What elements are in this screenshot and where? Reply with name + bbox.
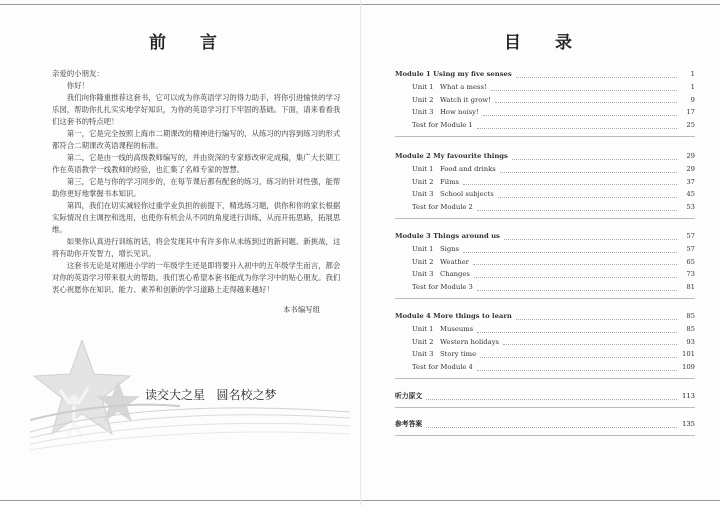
unit-entry[interactable]: Unit 3 Story time 101 [412,350,695,359]
preface-greeting: 亲爱的小朋友： [52,69,104,78]
module-section [395,68,695,137]
listening-entry[interactable]: 听力原文 113 [395,392,695,400]
preface-title: 前 言 [149,33,231,53]
preface-paragraph: 这套书无论是对刚进小学的一年级学生还是即将要升入初中的五年级学生而言，都会对你的英语学习带来很大的帮助。我们衷心希望本套书能成为你学习中的贴心朋友。我们衷心祝愿你在知识、能力、素养和创新的学习道路上走得越来越好！ [52,261,341,294]
swoosh-line [30,432,350,450]
section-divider [395,136,695,137]
unit-entry[interactable]: Unit 1 Museums 85 [412,324,695,333]
module-entry[interactable]: Module 1 Using my five senses 1 [395,70,695,78]
test-entry[interactable]: Test for Module 2 53 [412,203,695,212]
unit-entry[interactable]: Unit 2 Films 37 [412,177,695,186]
unit-entry[interactable]: Unit 3 School subjects 45 [412,190,695,199]
unit-entry[interactable]: Unit 3 Changes 73 [412,270,695,279]
preface-paragraph: 第四，我们在切实减轻你过重学业负担的前提下，精选练习题，供你和你的家长根据实际情况自主调控和选用，也使你有机会从不同的角度进行训练，从而开拓思路，拓展思维。 [52,201,341,234]
preface-paragraph: 第一，它是完全按照上海市二期课改的精神进行编写的，从练习的内容到练习的形式都符合二期课改英语课程的标准。 [52,129,341,150]
unit-entry[interactable]: Unit 1 Food and drinks 29 [412,164,695,173]
section-divider [395,407,695,408]
preface-body [52,68,344,316]
answers-section [395,418,695,436]
book-spine [360,0,361,505]
preface-signature: 本书编写组 [283,305,320,314]
module-entry[interactable]: Module 4 More things to learn 85 [395,312,695,320]
module-section [395,230,695,299]
test-entry[interactable]: Test for Module 1 25 [412,121,695,130]
preface-paragraph: 如果你认真进行训练的话，将会发现其中有许多你从未练到过的新问题、新挑战，这将有助你开发智力，增长见识。 [52,237,341,258]
module-section [395,310,695,379]
module-section [395,150,695,219]
unit-entry[interactable]: Unit 2 Watch it grow! 9 [412,95,695,104]
module-entry[interactable]: Module 3 Things around us 57 [395,232,695,240]
star-swoosh-decoration [30,340,350,500]
preface-paragraph: 第三，它是与你的学习同步的，在每节课后都有配套的练习，练习的针对性强，能帮助你更好地掌握书本知识。 [52,177,341,198]
section-divider [395,378,695,379]
contents-title: 目 录 [504,33,586,53]
section-divider [395,298,695,299]
listening-section [395,390,695,408]
answers-entry[interactable]: 参考答案 135 [395,420,695,428]
unit-entry[interactable]: Unit 1 What a mess! 1 [412,82,695,91]
test-entry[interactable]: Test for Module 3 81 [412,283,695,292]
swoosh-line [30,415,350,438]
preface-paragraph: 我们向你隆重推荐这套书，它可以成为你英语学习的得力助手，将你引进愉快的学习乐园，帮助你扎扎实实地学好知识，为你的英语学习打下牢固的基础。下面，请来看看我们这套书的特点吧！ [52,93,341,126]
unit-entry[interactable]: Unit 2 Weather 65 [412,257,695,266]
slogan-text: 读交大之星 圆名校之梦 [145,388,277,402]
unit-entry[interactable]: Unit 2 Western holidays 93 [412,337,695,346]
section-divider [395,218,695,219]
contents-page [395,0,695,505]
module-entry[interactable]: Module 2 My favourite things 29 [395,152,695,160]
unit-entry[interactable]: Unit 1 Signs 57 [412,244,695,253]
test-entry[interactable]: Test for Module 4 109 [412,363,695,372]
section-divider [395,435,695,436]
preface-page [30,0,350,505]
unit-entry[interactable]: Unit 3 How noisy! 17 [412,108,695,117]
preface-paragraph: 第二，它是由一线的高级教师编写的，并由资深的专家修改审定成稿，集广大长期工作在英语教学一线教师的经验，也汇集了名师专家的智慧。 [52,153,341,174]
preface-hello: 你好！ [66,81,89,90]
